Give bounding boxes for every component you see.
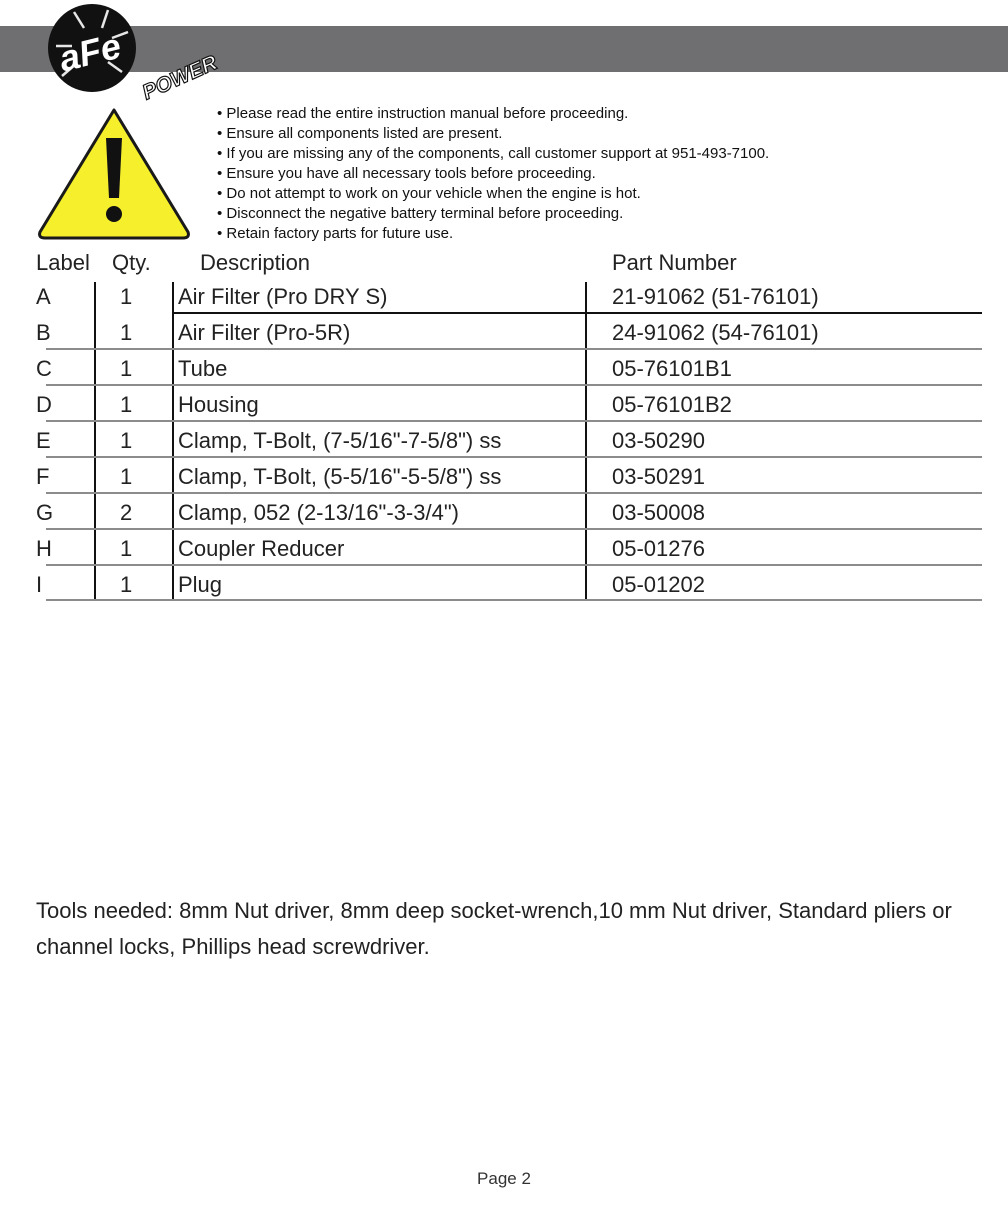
header-label: Label bbox=[36, 250, 90, 275]
row-part-number: 03-50290 bbox=[612, 428, 705, 453]
column-divider bbox=[172, 282, 174, 600]
row-part-number: 05-76101B1 bbox=[612, 356, 732, 381]
row-qty: 1 bbox=[120, 428, 133, 453]
row-description: Air Filter (Pro DRY S) bbox=[178, 284, 388, 309]
row-label: C bbox=[36, 356, 52, 381]
row-qty: 1 bbox=[120, 284, 133, 309]
precaution-item: • Ensure all components listed are present. bbox=[217, 124, 769, 144]
row-label: B bbox=[36, 320, 51, 345]
row-qty: 1 bbox=[120, 536, 133, 561]
row-label: F bbox=[36, 464, 50, 489]
row-part-number: 24-91062 (54-76101) bbox=[612, 320, 819, 345]
precautions-list bbox=[217, 104, 769, 244]
header-description: Description bbox=[200, 250, 311, 275]
precaution-item: • Disconnect the negative battery terminal before proceeding. bbox=[217, 204, 769, 224]
row-qty: 1 bbox=[120, 356, 133, 381]
row-description: Coupler Reducer bbox=[178, 536, 345, 561]
row-part-number: 05-76101B2 bbox=[612, 392, 732, 417]
row-label: H bbox=[36, 536, 52, 561]
row-qty: 1 bbox=[120, 464, 133, 489]
row-divider bbox=[46, 456, 982, 458]
row-label: G bbox=[36, 500, 54, 525]
row-part-number: 05-01276 bbox=[612, 536, 705, 561]
precaution-item: • Do not attempt to work on your vehicle when the engine is hot. bbox=[217, 184, 769, 204]
row-divider bbox=[46, 599, 982, 601]
row-divider bbox=[173, 312, 982, 314]
precaution-item: • Ensure you have all necessary tools before proceeding. bbox=[217, 164, 769, 184]
row-description: Air Filter (Pro-5R) bbox=[178, 320, 351, 345]
row-description: Clamp, T-Bolt, (7-5/16"-7-5/8") ss bbox=[178, 428, 502, 453]
precaution-item: • Please read the entire instruction manual before proceeding. bbox=[217, 104, 769, 124]
column-divider bbox=[585, 282, 587, 600]
row-description: Clamp, 052 (2-13/16"-3-3/4") bbox=[178, 500, 459, 525]
page-number: Page 2 bbox=[477, 1169, 531, 1188]
row-label: E bbox=[36, 428, 51, 453]
afe-power-logo bbox=[44, 2, 221, 105]
row-divider bbox=[46, 564, 982, 566]
row-divider bbox=[46, 420, 982, 422]
row-divider bbox=[46, 384, 982, 386]
row-description: Plug bbox=[178, 572, 223, 597]
row-qty: 1 bbox=[120, 572, 133, 597]
column-divider bbox=[94, 282, 96, 600]
row-part-number: 21-91062 (51-76101) bbox=[612, 284, 819, 309]
precaution-item: • Retain factory parts for future use. bbox=[217, 224, 769, 244]
svg-text:aFe: aFe bbox=[54, 24, 126, 80]
row-divider bbox=[46, 348, 982, 350]
parts-table bbox=[36, 246, 982, 606]
row-label: I bbox=[36, 572, 43, 597]
row-description: Clamp, T-Bolt, (5-5/16"-5-5/8") ss bbox=[178, 464, 502, 489]
row-part-number: 03-50008 bbox=[612, 500, 705, 525]
row-description: Tube bbox=[178, 356, 228, 381]
header-qty: Qty. bbox=[112, 250, 151, 275]
tools-needed-text: Tools needed: 8mm Nut driver, 8mm deep socket-wrench,10 mm Nut driver, Standard pliers or channel locks, Phillips head screwdriver. bbox=[36, 898, 952, 959]
row-part-number: 05-01202 bbox=[612, 572, 705, 597]
warning-triangle-icon bbox=[36, 104, 192, 240]
header-part-number: Part Number bbox=[612, 250, 737, 275]
svg-text:POWER: POWER bbox=[138, 51, 221, 105]
row-divider bbox=[46, 528, 982, 530]
row-divider bbox=[46, 492, 982, 494]
row-label: A bbox=[36, 284, 51, 309]
row-description: Housing bbox=[178, 392, 259, 417]
precaution-item: • If you are missing any of the components, call customer support at 951-493-7100. bbox=[217, 144, 769, 164]
row-qty: 2 bbox=[120, 500, 133, 525]
row-qty: 1 bbox=[120, 320, 133, 345]
row-label: D bbox=[36, 392, 52, 417]
row-qty: 1 bbox=[120, 392, 133, 417]
table-header-row bbox=[36, 246, 982, 282]
row-part-number: 03-50291 bbox=[612, 464, 705, 489]
